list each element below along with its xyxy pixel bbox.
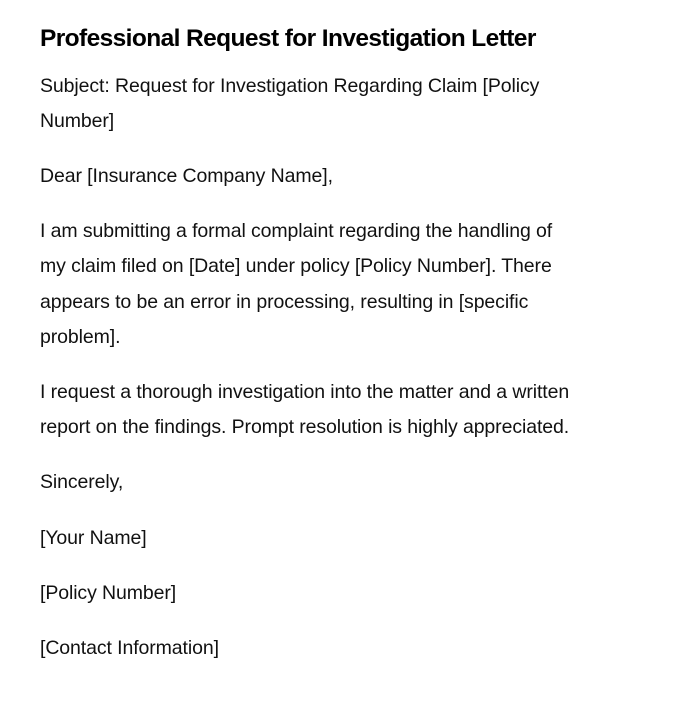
body-paragraph-2 xyxy=(40,375,569,446)
subject-line xyxy=(40,69,539,140)
salutation: Dear [Insurance Company Name], xyxy=(40,165,333,187)
signature-policy-number: [Policy Number] xyxy=(40,582,177,604)
subject-line-2: Number] xyxy=(40,110,115,133)
paragraph-2-line: I request a thorough investigation into the matter and a written xyxy=(40,381,570,403)
signature-name: [Your Name] xyxy=(40,527,147,549)
body-paragraph-1 xyxy=(40,214,552,355)
paragraph-2-line: report on the findings. Prompt resolution is highly appreciated. xyxy=(40,416,570,439)
signature-contact-information: [Contact Information] xyxy=(40,637,219,659)
paragraph-1-line: problem]. xyxy=(40,325,121,348)
paragraph-1-line: my claim filed on [Date] under policy [Policy Number]. There xyxy=(40,255,552,278)
closing: Sincerely, xyxy=(40,471,124,493)
subject-line-1: Subject: Request for Investigation Regarding Claim [Policy xyxy=(40,75,540,97)
paragraph-1-line: appears to be an error in processing, resulting in [specific xyxy=(40,290,529,313)
paragraph-1-line: I am submitting a formal complaint regarding the handling of xyxy=(40,220,553,242)
page-title: Professional Request for Investigation Letter xyxy=(40,25,536,52)
